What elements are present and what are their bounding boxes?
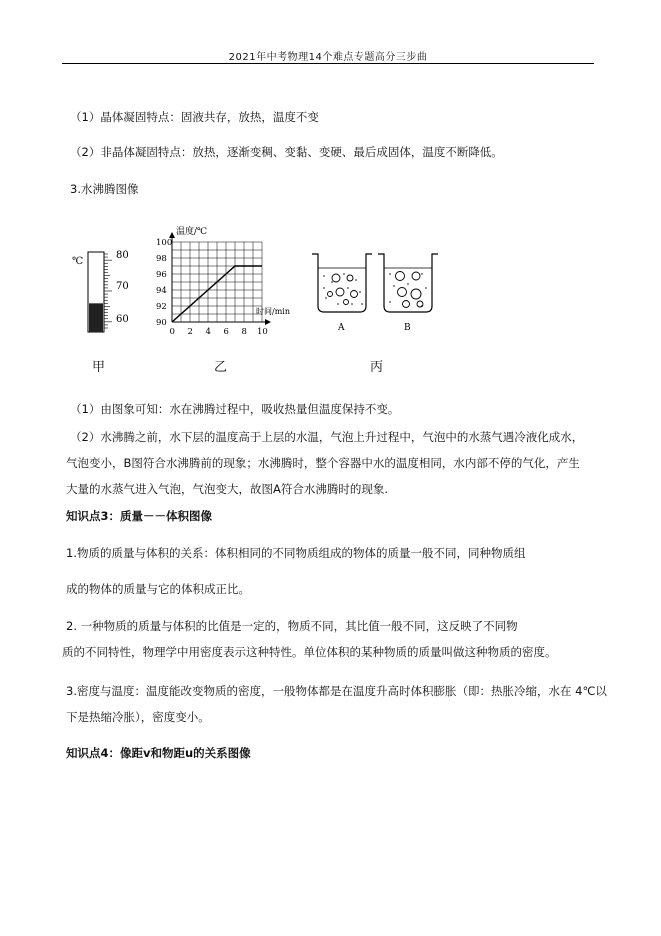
boiling-figure — [60, 218, 580, 378]
x-tick-label: 6 — [223, 327, 229, 337]
boiling-text-1: （1）由图象可知：水在沸腾过程中，吸收热量但温度保持不变。 — [70, 402, 400, 416]
header-rule — [62, 63, 594, 64]
y-tick-label: 98 — [156, 254, 167, 264]
y-tick-label: 96 — [156, 270, 167, 280]
beaker-a-bubbles — [328, 274, 358, 305]
x-axis-arrow — [265, 319, 271, 325]
temperature-time-graph — [156, 225, 290, 337]
mercury-column — [89, 303, 103, 332]
knowledge-point-3-heading: 知识点3：质量－－体积图像 — [66, 509, 213, 523]
beaker-a-label: A — [338, 323, 345, 333]
x-tick-label: 10 — [257, 327, 268, 337]
y-tick-label: 94 — [156, 286, 167, 296]
graph-xlabel: 时间/min — [256, 307, 290, 316]
thermometer-unit: ℃ — [72, 256, 84, 267]
thermometer-tick-80: 80 — [116, 250, 129, 261]
beaker-b-water-dots — [389, 273, 427, 307]
density-temperature-text-b: 下是热缩冷胀），密度变小。 — [66, 710, 210, 724]
thermometer-tick-60: 60 — [116, 314, 129, 325]
noncrystal-solidification-text: （2）非晶体凝固特点：放热，逐渐变稠、变黏、变硬、最后成固体，温度不断降低。 — [70, 145, 503, 159]
mass-volume-text-1a: 1.物质的质量与体积的关系：体积相同的不同物质组成的物体的质量一般不同，同种物质组 — [66, 546, 526, 560]
section-3-title: 3.水沸腾图像 — [70, 182, 139, 196]
beaker-b — [378, 254, 438, 312]
y-tick-label: 90 — [156, 318, 167, 328]
density-temperature-text-a: 3.密度与温度：温度能改变物质的密度，一般物体都是在温度升高时体积膨胀（即：热胀冷缩，水在 4℃以 — [66, 684, 607, 698]
graph-ylabel: 温度/℃ — [176, 227, 208, 237]
thermometer — [72, 250, 129, 332]
boiling-text-2c: 大量的水蒸气进入气泡，气泡变大，故图A符合水沸腾时的现象. — [66, 482, 389, 496]
x-tick-label: 8 — [241, 327, 247, 337]
figure-label-bing: 丙 — [370, 360, 384, 375]
y-tick-label: 100 — [156, 238, 173, 248]
x-tick-label: 4 — [205, 327, 211, 337]
x-tick-label: 2 — [187, 327, 193, 337]
beaker-b-bubbles — [396, 272, 424, 308]
y-tick-label: 92 — [156, 302, 167, 312]
beaker-a — [312, 254, 372, 312]
figure-label-jia: 甲 — [92, 360, 106, 375]
knowledge-point-4-heading: 知识点4：像距v和物距u的关系图像 — [66, 746, 251, 760]
x-tick-label: 0 — [169, 327, 175, 337]
mass-volume-text-2b: 质的不同特性，物理学中用密度表示这种特性。单位体积的某种物质的质量叫做这种物质的密度。 — [62, 645, 557, 659]
boiling-text-2a: （2）水沸腾之前，水下层的温度高于上层的水温，气泡上升过程中，气泡中的水蒸气遇冷液化成水， — [70, 430, 584, 444]
mass-volume-text-2a: 2. 一种物质的质量与体积的比值是一定的，物质不同，其比值一般不同，这反映了不同物 — [66, 619, 518, 633]
page-header: 2021年中考物理14个难点专题高分三步曲 — [228, 52, 428, 63]
boiling-text-2b: 气泡变小，B图符合水沸腾前的现象；水沸腾时，整个容器中水的温度相同，水内部不停的气化，产生 — [66, 456, 580, 470]
thermometer-tick-70: 70 — [116, 281, 129, 292]
crystal-solidification-text: （1）晶体凝固特点：固液共存，放热，温度不变 — [70, 110, 319, 124]
mass-volume-text-1b: 成的物体的质量与它的体积成正比。 — [66, 582, 250, 596]
figure-label-yi: 乙 — [214, 360, 228, 375]
beaker-b-label: B — [404, 323, 411, 333]
